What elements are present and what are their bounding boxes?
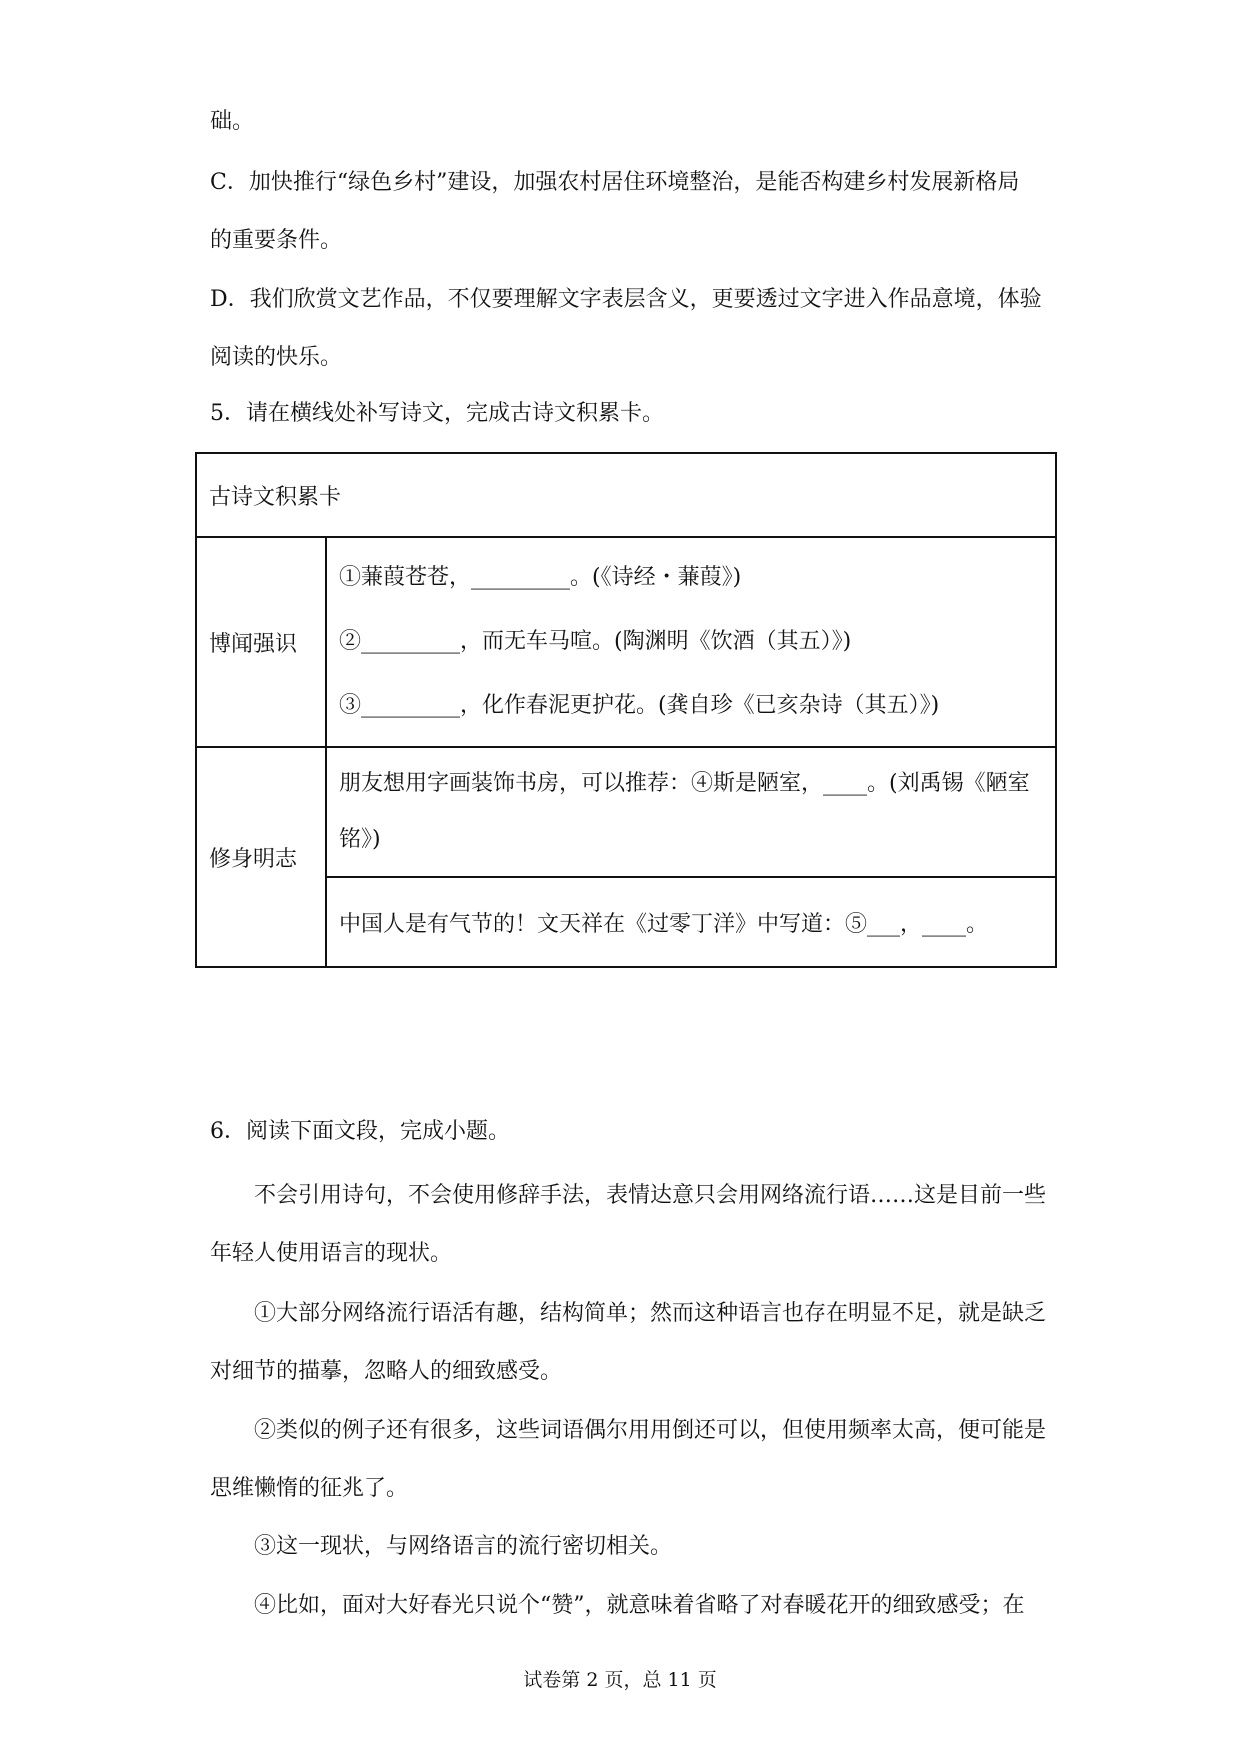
option-c (210, 154, 1035, 270)
passage-intro-line-2: 年轻人使用语言的现状。 (210, 1241, 453, 1266)
sentence-1-line-1: ①大部分网络流行语活有趣，结构简单；然而这种语言也存在明显不足，就是缺乏 (254, 1301, 1047, 1326)
option-c-line-1: C．加快推行“绿色乡村”建设，加强农村居住环境整治，是能否构建乡村发展新格局 (210, 170, 1020, 195)
fill-blank-2: ②_________，而无车马喧。(陶渊明《饮酒（其五）》) (339, 629, 852, 654)
fill-blank-4-line-2: 铭》) (339, 827, 381, 852)
option-d-line-1: D．我们欣赏文艺作品，不仅要理解文字表层含义，更要透过文字进入作品意境，体验 (210, 287, 1042, 312)
sentence-2-line-1: ②类似的例子还有很多，这些词语偶尔用用倒还可以，但使用频率太高，便可能是 (254, 1418, 1047, 1443)
sentence-2-line-2: 思维懒惰的征兆了。 (210, 1476, 409, 1501)
question-5-prompt: 5．请在横线处补写诗文，完成古诗文积累卡。 (210, 401, 664, 426)
sentence-1-line-2: 对细节的描摹，忽略人的细致感受。 (210, 1359, 563, 1384)
sentence-4 (210, 1577, 1035, 1635)
section-1-label: 博闻强识 (196, 537, 326, 747)
section-2-label: 修身明志 (196, 747, 326, 967)
option-b-tail: 础。 (210, 109, 255, 134)
page-footer: 试卷第 2 页，总 11 页 (523, 1669, 717, 1691)
fill-blank-1: ①蒹葭苍苍，_________。(《诗经・蒹葭》) (339, 565, 742, 590)
option-d-line-2: 阅读的快乐。 (210, 345, 343, 370)
poetry-accumulation-card (195, 452, 1057, 968)
card-title: 古诗文积累卡 (196, 453, 1056, 537)
sentence-1 (210, 1285, 1047, 1401)
sentence-3 (210, 1518, 1035, 1576)
fill-blank-4-line-1: 朋友想用字画装饰书房，可以推荐：④斯是陋室，____。(刘禹锡《陋室 (339, 771, 1030, 796)
passage-intro-line-1: 不会引用诗句，不会使用修辞手法，表情达意只会用网络流行语……这是目前一些 (254, 1183, 1047, 1208)
sentence-2 (210, 1402, 1047, 1518)
fill-blank-3: ③_________，化作春泥更护花。(龚自珍《已亥杂诗（其五）》) (339, 693, 940, 718)
sentence-4-line: ④比如，面对大好春光只说个“赞”，就意味着省略了对春暖花开的细致感受；在 (254, 1593, 1025, 1618)
section-2-row-1 (326, 747, 1056, 877)
option-d (210, 271, 1042, 387)
sentence-3-line: ③这一现状，与网络语言的流行密切相关。 (254, 1534, 673, 1559)
question-6-prompt: 6．阅读下面文段，完成小题。 (210, 1119, 510, 1144)
section-2-row-2: 中国人是有气节的！文天祥在《过零丁洋》中写道：⑤___，____。 (326, 877, 1056, 967)
option-c-line-2: 的重要条件。 (210, 228, 343, 253)
section-1-content (326, 537, 1056, 747)
passage-intro (210, 1167, 1047, 1283)
